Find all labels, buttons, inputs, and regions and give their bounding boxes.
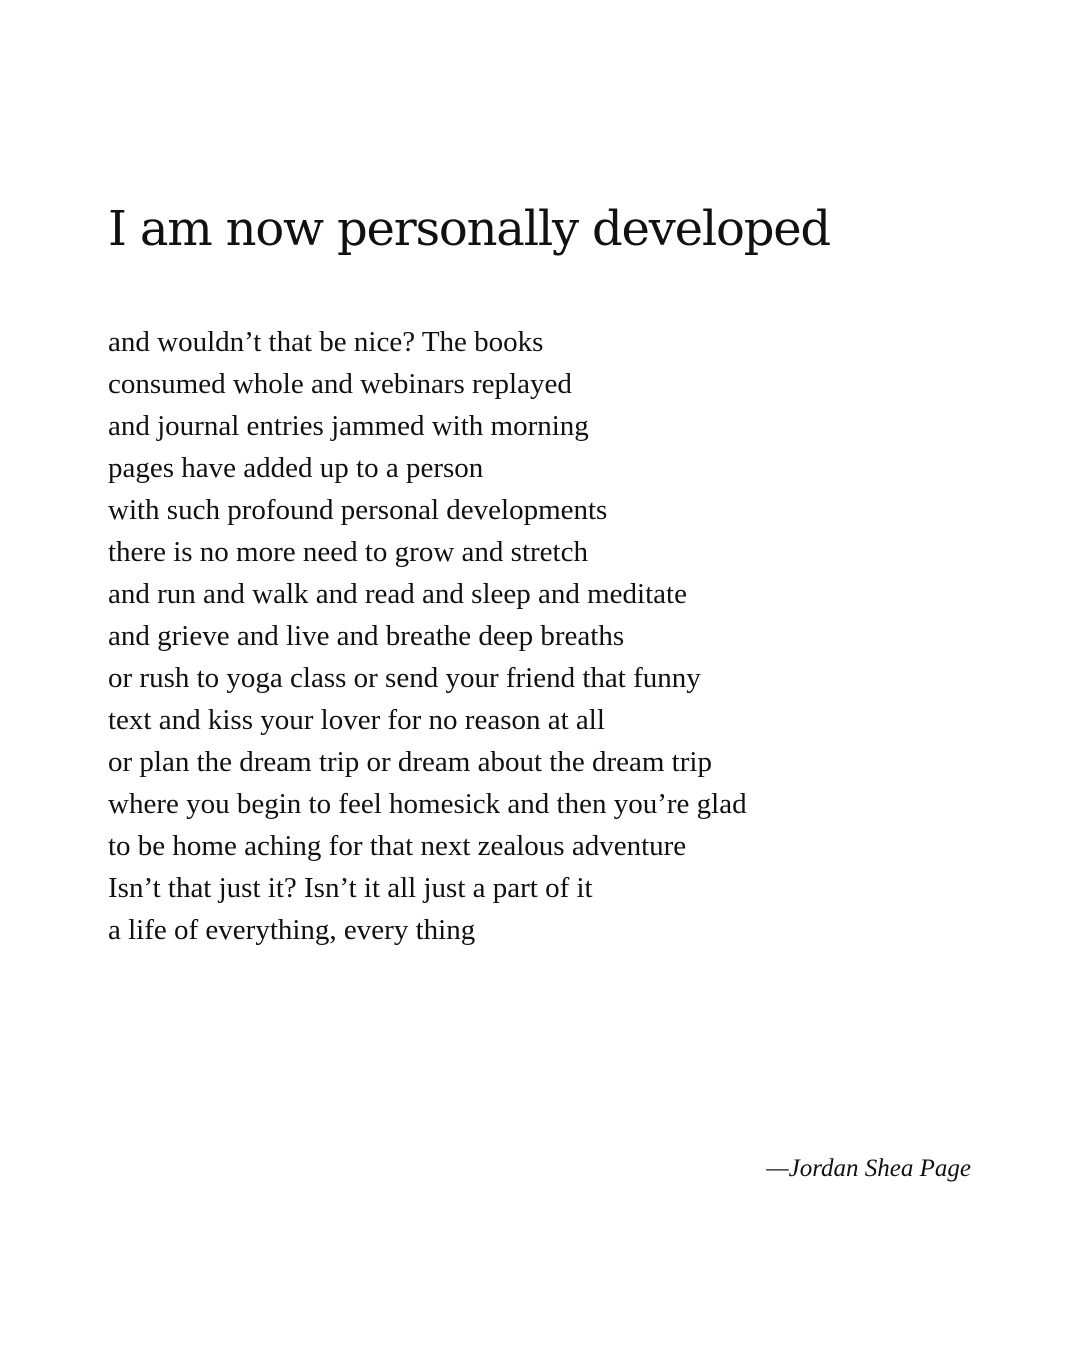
poem-line: to be home aching for that next zealous adventure	[108, 830, 687, 862]
poem-title: I am now personally developed	[108, 201, 830, 257]
poem-line: or plan the dream trip or dream about the dream trip	[108, 746, 712, 778]
poem-line: and journal entries jammed with morning	[108, 410, 589, 442]
poem-line: with such profound personal developments	[108, 494, 608, 526]
poem-line: and grieve and live and breathe deep breaths	[108, 620, 625, 652]
poem-line: and wouldn’t that be nice? The books	[108, 326, 544, 358]
poem-line: a life of everything, every thing	[108, 914, 476, 946]
poem-line: and run and walk and read and sleep and meditate	[108, 578, 687, 610]
poem-line: consumed whole and webinars replayed	[108, 368, 572, 400]
poem-line: where you begin to feel homesick and then you’re glad	[108, 788, 747, 820]
poem-line: pages have added up to a person	[108, 452, 484, 484]
poem-line: text and kiss your lover for no reason at all	[108, 704, 605, 736]
poem-line: or rush to yoga class or send your friend that funny	[108, 662, 701, 694]
author-attribution: —Jordan Shea Page	[766, 1155, 971, 1182]
poem-line: there is no more need to grow and stretch	[108, 536, 588, 568]
poem-body	[108, 321, 747, 951]
poem-line: Isn’t that just it? Isn’t it all just a part of it	[108, 872, 593, 904]
